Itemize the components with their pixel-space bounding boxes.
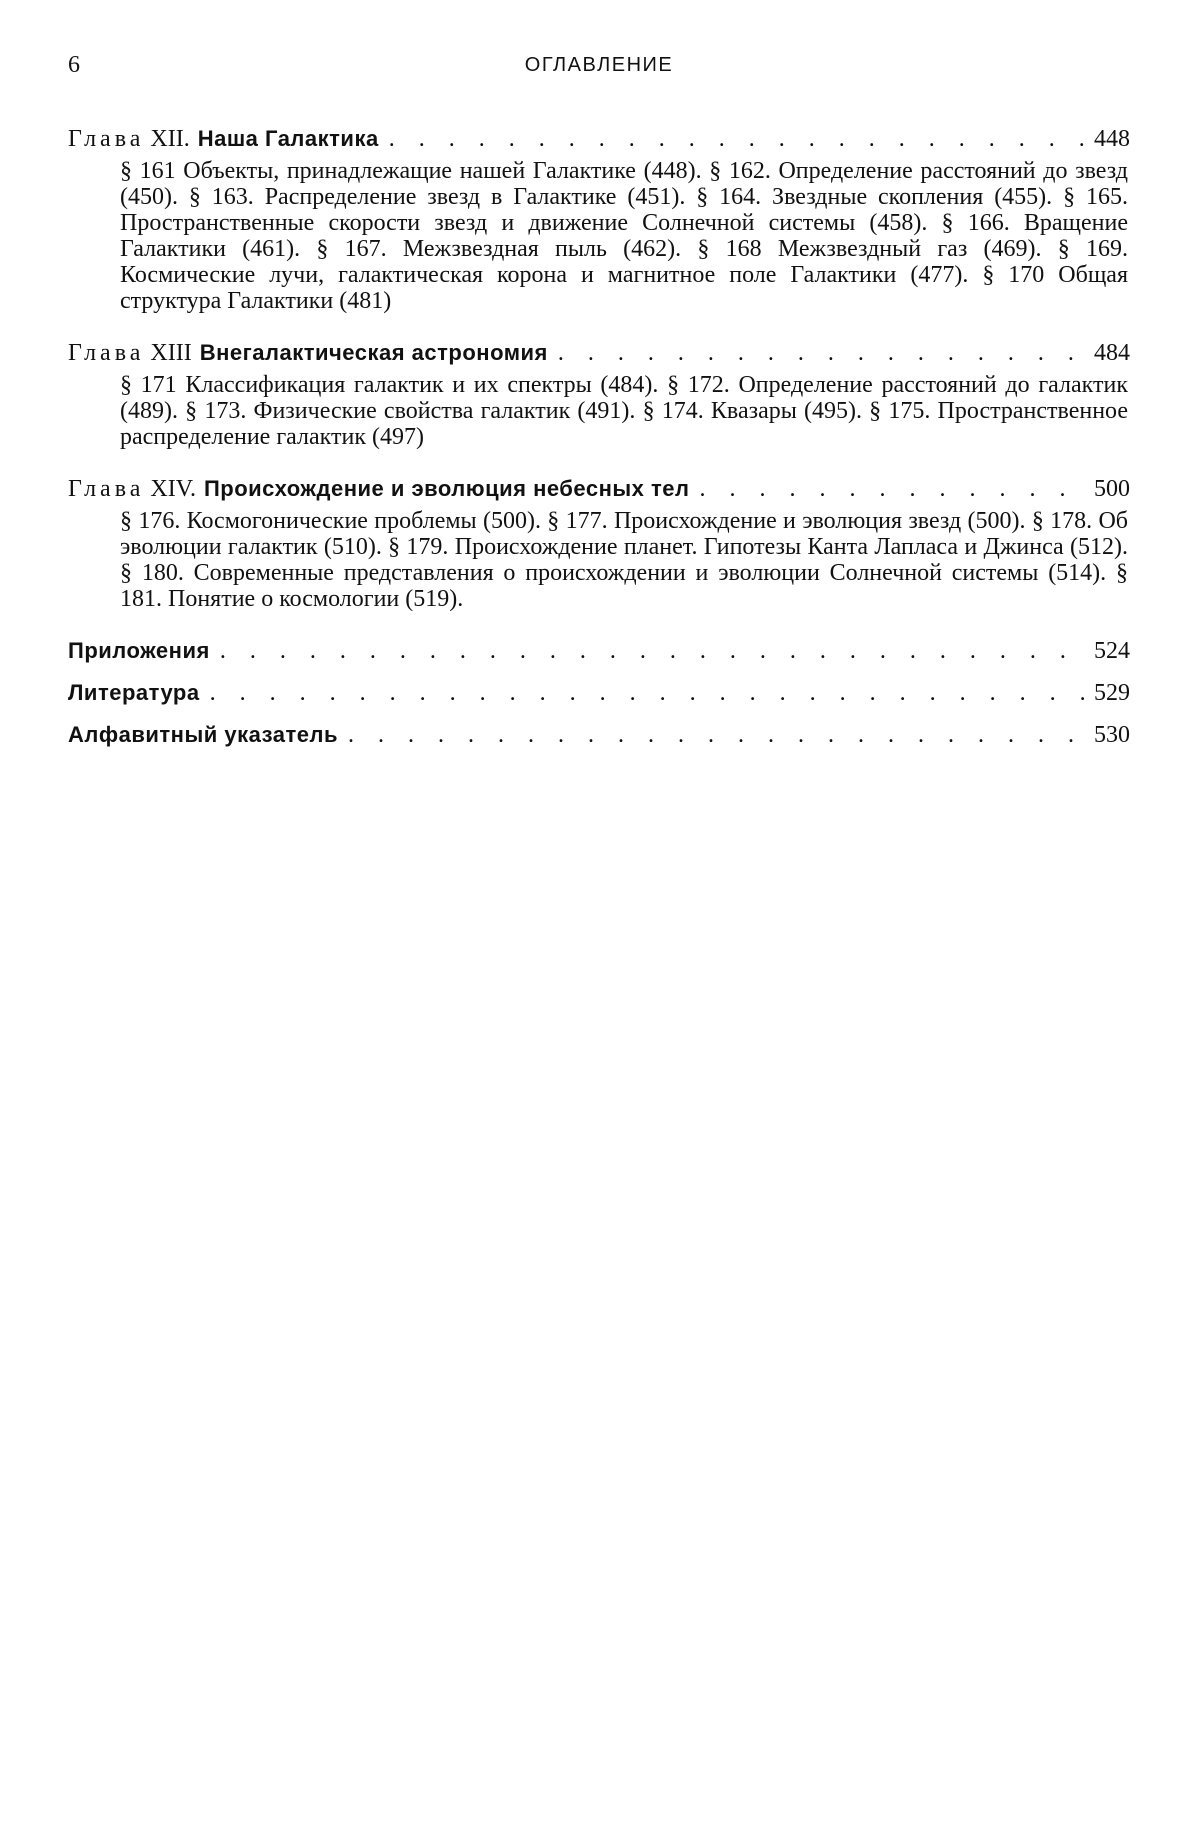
chapter-label: Глава — [68, 126, 145, 152]
backmatter-page-ref: 529 — [1094, 680, 1130, 706]
chapter-heading-line — [68, 474, 1130, 504]
chapter-title: Наша Галактика — [197, 126, 379, 151]
chapter-label: Глава — [68, 476, 145, 502]
toc-literature — [68, 678, 1130, 708]
dot-leader — [558, 338, 1086, 368]
page-number: 6 — [68, 52, 80, 78]
toc-index — [68, 720, 1130, 750]
backmatter-line — [68, 720, 1130, 750]
chapter-title: Внегалактическая астрономия — [199, 340, 548, 365]
running-head — [68, 52, 1130, 92]
backmatter-title: Приложения — [68, 638, 210, 663]
toc-chapter-xii — [68, 124, 1130, 314]
running-title: ОГЛАВЛЕНИЕ — [524, 54, 674, 76]
dot-leader — [348, 720, 1086, 750]
chapter-sections: § 176. Космогонические проблемы (500). § 177. Происхождение и эволюция звезд (500). § 178. Об эволюции галактик (510). § 179. Происхождение планет. Гипотезы Канта Лапласа и Джинса (512). § 180. Современные представления о происхождении и эволюции Солнечной системы (514). § 181. Понятие о космологии (519). — [120, 508, 1128, 612]
backmatter-line — [68, 636, 1130, 666]
toc-appendices — [68, 636, 1130, 666]
dot-leader — [220, 636, 1086, 666]
backmatter-title: Алфавитный указатель — [68, 722, 339, 747]
dot-leader — [699, 474, 1086, 504]
backmatter-title: Литература — [68, 680, 200, 705]
chapter-heading-line — [68, 338, 1130, 368]
dot-leader — [389, 124, 1086, 154]
chapter-page-ref: 448 — [1094, 126, 1130, 152]
backmatter-line — [68, 678, 1130, 708]
toc-chapter-xiv — [68, 474, 1130, 612]
dot-leader — [210, 678, 1086, 708]
chapter-label: Глава — [68, 340, 145, 366]
toc-chapter-xiii — [68, 338, 1130, 450]
chapter-page-ref: 484 — [1094, 340, 1130, 366]
chapter-heading-line — [68, 124, 1130, 154]
book-page — [68, 52, 1130, 762]
chapter-sections: § 161 Объекты, принадлежащие нашей Галактике (448). § 162. Определение расстояний до звезд (450). § 163. Распределение звезд в Галактике (451). § 164. Звездные скопления (455). § 165. Пространственные скорости звезд и движение Солнечной системы (458). § 166. Вращение Галактики (461). § 167. Межзвездная пыль (462). § 168 Межзвездный газ (469). § 169. Космические лучи, галактическая корона и магнитное поле Галактики (477). § 170 Общая структура Галактики (481) — [120, 158, 1128, 314]
backmatter-page-ref: 530 — [1094, 722, 1130, 748]
backmatter-page-ref: 524 — [1094, 638, 1130, 664]
chapter-title: Происхождение и эволюция небесных тел — [203, 476, 690, 501]
backmatter-list — [68, 636, 1130, 750]
chapter-number: XII. — [150, 126, 190, 152]
chapter-page-ref: 500 — [1094, 476, 1130, 502]
chapter-number: XIV. — [150, 476, 196, 502]
chapter-number: XIII — [150, 340, 192, 366]
table-of-contents — [68, 124, 1130, 750]
chapter-sections: § 171 Классификация галактик и их спектры (484). § 172. Определение расстояний до галактик (489). § 173. Физические свойства галактик (491). § 174. Квазары (495). § 175. Пространственное распределение галактик (497) — [120, 372, 1128, 450]
